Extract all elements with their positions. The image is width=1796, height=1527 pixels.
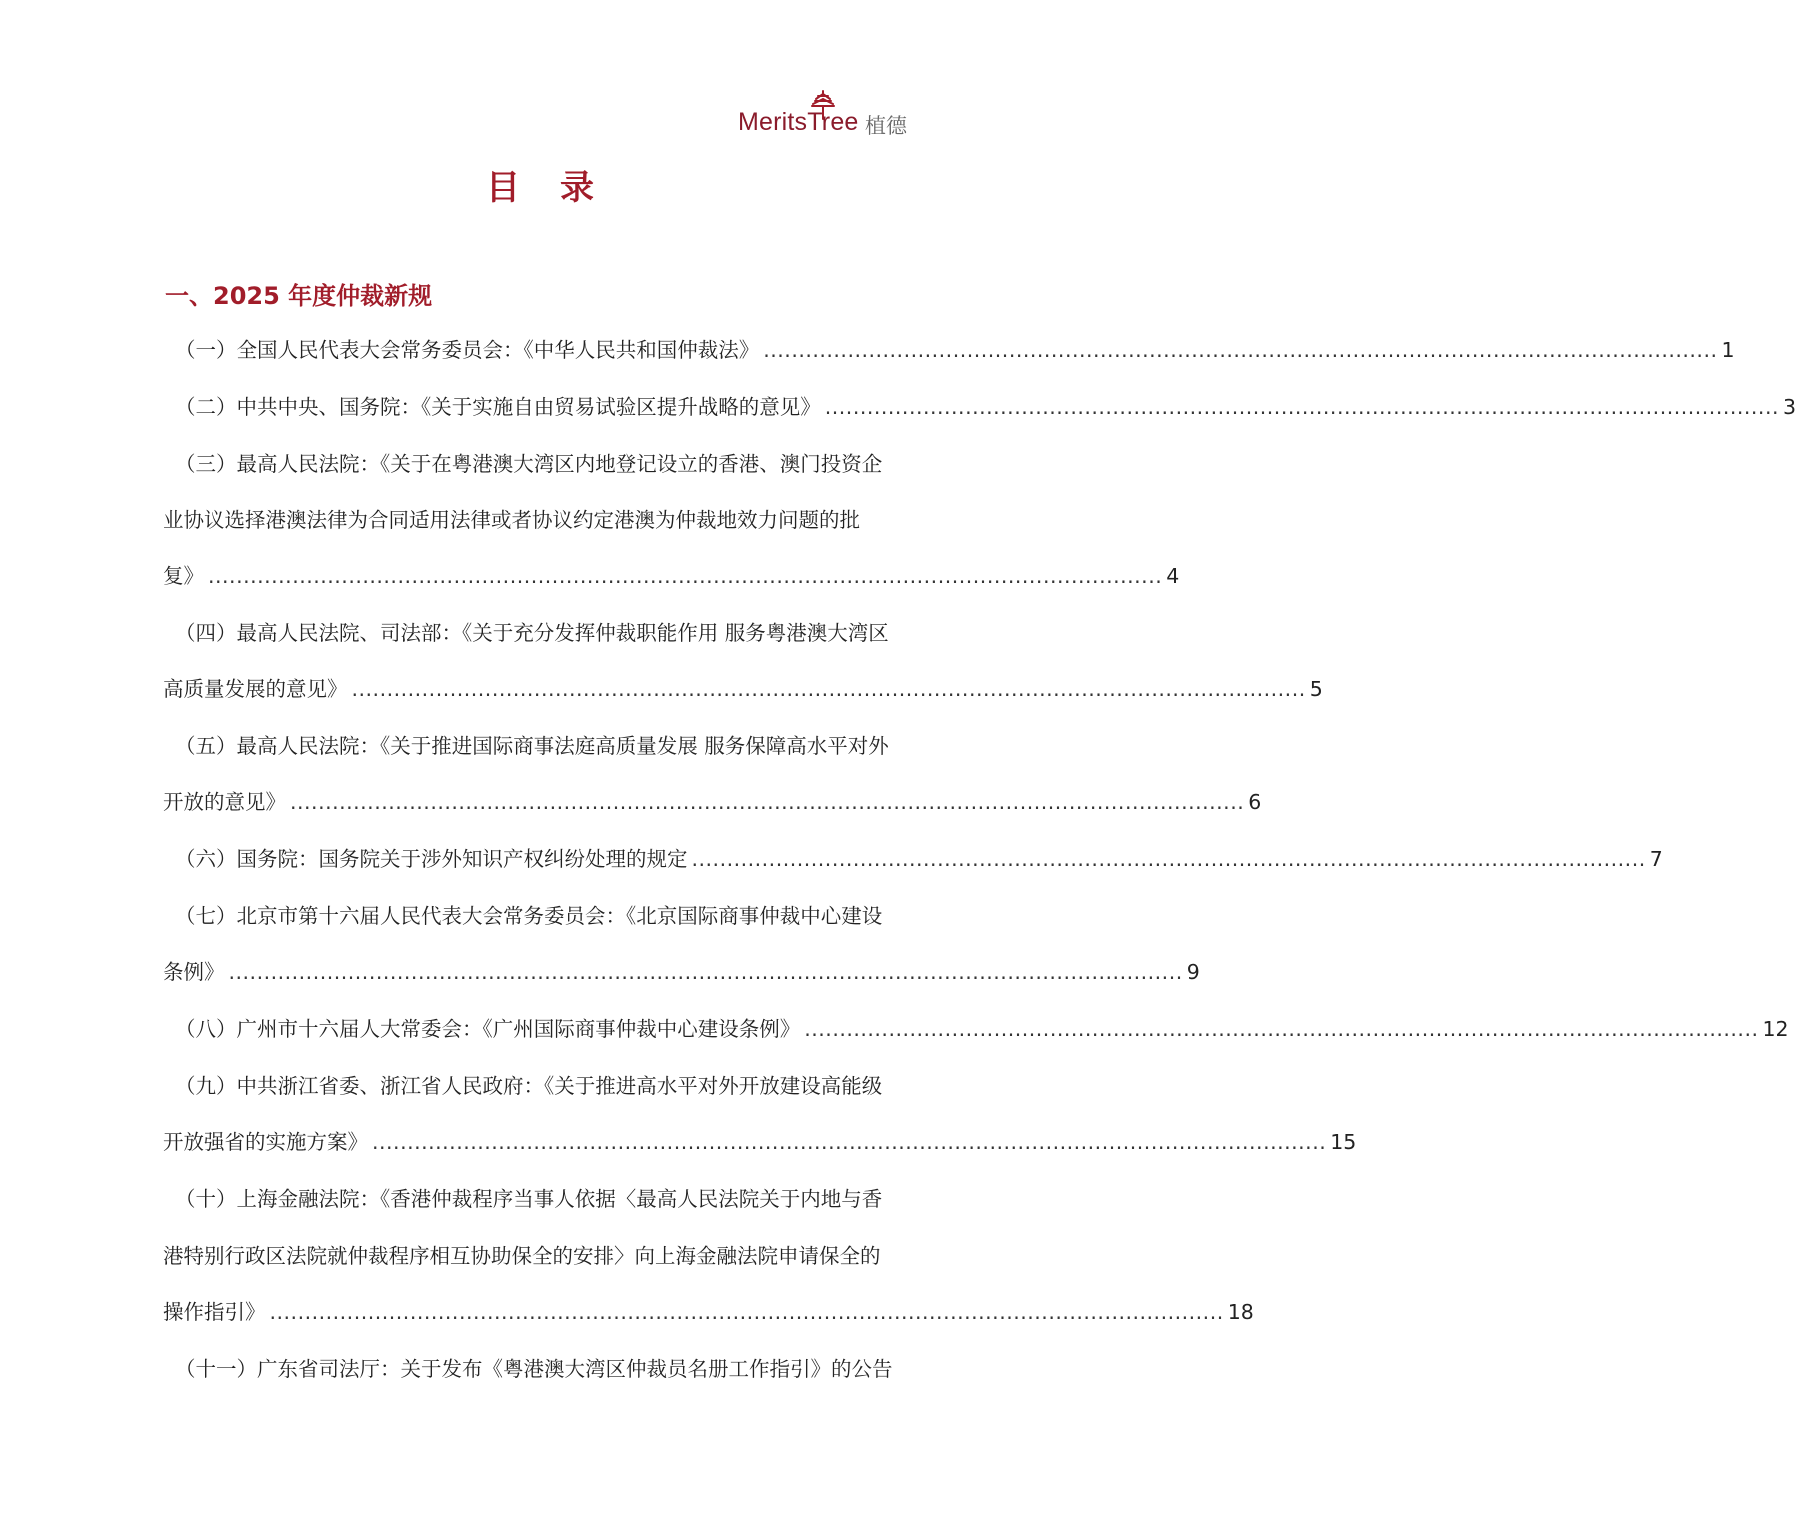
toc-entry-5-line-1[interactable]: （五）最高人民法院：《关于推进国际商事法庭高质量发展 服务保障高水平对外	[175, 734, 889, 758]
logo-chinese: 植德	[865, 114, 907, 138]
toc-page-number: 12	[1762, 1017, 1789, 1041]
toc-page-number: 6	[1248, 790, 1262, 814]
dot-leader: ........................................................................................................................................	[804, 1017, 1759, 1041]
toc-page-number: 3	[1782, 395, 1796, 419]
toc-entry-6[interactable]	[163, 839, 1663, 879]
section-heading: 一、2025 年度仲裁新规	[165, 282, 433, 310]
dot-leader: ........................................................................................................................................	[351, 677, 1306, 701]
toc-page-number: 15	[1330, 1130, 1357, 1154]
toc-entry-10-line-3[interactable]	[163, 1292, 1254, 1332]
dot-leader: ........................................................................................................................................	[290, 790, 1245, 814]
toc-entry-title: 复》	[163, 564, 204, 588]
merits-tree-logo	[738, 90, 918, 142]
toc-entry-title: 开放的意见》	[163, 790, 286, 814]
dot-leader: ........................................................................................................................................	[691, 847, 1646, 871]
toc-entry-2[interactable]	[163, 387, 1796, 427]
toc-entry-title: 操作指引》	[163, 1300, 266, 1324]
toc-entry-3-line-2[interactable]: 业协议选择港澳法律为合同适用法律或者协议约定港澳为仲裁地效力问题的批	[163, 508, 860, 532]
dot-leader: ........................................................................................................................................	[208, 564, 1163, 588]
toc-entry-title: 开放强省的实施方案》	[163, 1130, 368, 1154]
toc-entry-9-line-1[interactable]: （九）中共浙江省委、浙江省人民政府：《关于推进高水平对外开放建设高能级	[175, 1074, 883, 1098]
toc-entry-4-line-1[interactable]: （四）最高人民法院、司法部：《关于充分发挥仲裁职能作用 服务粤港澳大湾区	[175, 621, 889, 645]
toc-entry-5-line-2[interactable]	[163, 782, 1262, 822]
toc-page-number: 7	[1649, 847, 1663, 871]
toc-page-number: 4	[1166, 564, 1180, 588]
dot-leader: ........................................................................................................................................	[269, 1300, 1224, 1324]
logo-wordmark: MeritsTree	[738, 108, 859, 136]
toc-entry-title: （二）中共中央、国务院：《关于实施自由贸易试验区提升战略的意见》	[175, 395, 821, 419]
toc-entry-4-line-2[interactable]	[163, 669, 1323, 709]
toc-page-number: 5	[1309, 677, 1323, 701]
toc-entry-title: （八）广州市十六届人大常委会：《广州国际商事仲裁中心建设条例》	[175, 1017, 801, 1041]
toc-entry-11-line-1[interactable]: （十一）广东省司法厅：关于发布《粤港澳大湾区仲裁员名册工作指引》的公告	[175, 1357, 893, 1381]
toc-entry-title: （六）国务院：国务院关于涉外知识产权纠纷处理的规定	[175, 847, 688, 871]
toc-entry-3-line-3[interactable]	[163, 556, 1180, 596]
toc-entry-7-line-1[interactable]: （七）北京市第十六届人民代表大会常务委员会：《北京国际商事仲裁中心建设	[175, 904, 883, 928]
toc-entry-7-line-2[interactable]	[163, 952, 1200, 992]
toc-entry-1[interactable]	[163, 330, 1735, 370]
toc-entry-10-line-2[interactable]: 港特别行政区法院就仲裁程序相互协助保全的安排〉向上海金融法院申请保全的	[163, 1244, 881, 1268]
dot-leader: ........................................................................................................................................	[824, 395, 1779, 419]
toc-entry-10-line-1[interactable]: （十）上海金融法院：《香港仲裁程序当事人依据〈最高人民法院关于内地与香	[175, 1187, 883, 1211]
toc-entry-3-line-1[interactable]: （三）最高人民法院：《关于在粤港澳大湾区内地登记设立的香港、澳门投资企	[175, 452, 883, 476]
toc-entry-title: 高质量发展的意见》	[163, 677, 348, 701]
dot-leader: ........................................................................................................................................	[763, 338, 1718, 362]
dot-leader: ........................................................................................................................................	[228, 960, 1183, 984]
toc-entry-title: 条例》	[163, 960, 225, 984]
toc-page-number: 18	[1227, 1300, 1254, 1324]
page-title: 目录	[486, 168, 634, 208]
toc-entry-9-line-2[interactable]	[163, 1122, 1357, 1162]
toc-page-number: 9	[1186, 960, 1200, 984]
toc-page-number: 1	[1721, 338, 1735, 362]
toc-entry-title: （一）全国人民代表大会常务委员会：《中华人民共和国仲裁法》	[175, 338, 760, 362]
toc-entry-8[interactable]	[163, 1009, 1789, 1049]
dot-leader: ........................................................................................................................................	[372, 1130, 1327, 1154]
